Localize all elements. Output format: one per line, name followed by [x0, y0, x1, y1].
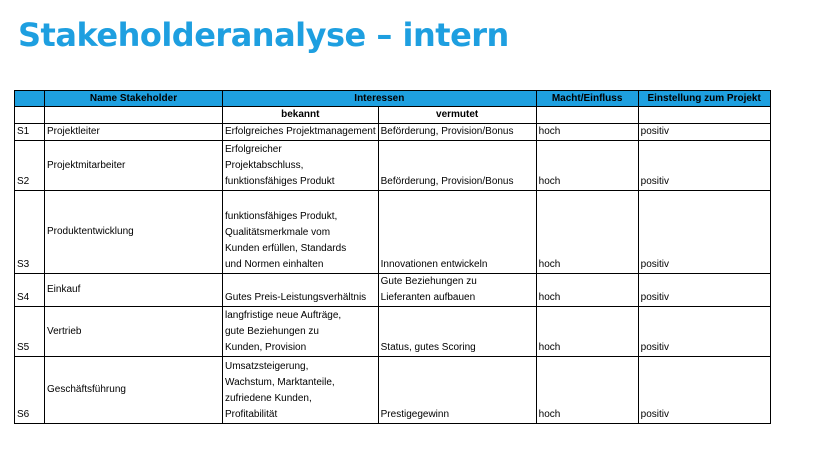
stakeholder-table: [14, 90, 771, 424]
interesse-vermutet: [378, 191, 536, 274]
stakeholder-id: S6: [15, 357, 45, 424]
stakeholder-name: Vertrieb: [45, 307, 223, 357]
einstellung: positiv: [638, 307, 770, 357]
interesse-bekannt: [223, 274, 379, 307]
interesse-vermutet-line: Beförderung, Provision/Bonus: [380, 176, 514, 187]
interesse-vermutet: [378, 357, 536, 424]
macht-einfluss: hoch: [536, 307, 638, 357]
table-subheader-row: [15, 107, 771, 124]
header-macht: Macht/Einfluss: [536, 91, 638, 107]
einstellung: positiv: [638, 191, 770, 274]
interesse-vermutet-line: Gute Beziehungen zu: [380, 276, 477, 287]
interesse-bekannt-line: funktionsfähiges Produkt: [225, 176, 335, 187]
table-row: [15, 307, 771, 357]
table-row: [15, 191, 771, 274]
interesse-bekannt-line: Erfolgreiches Projektmanagement: [225, 126, 376, 137]
interesse-bekannt-line: Umsatzsteigerung,: [225, 361, 309, 372]
interesse-bekannt-line: Qualitätsmerkmale vom: [225, 227, 331, 238]
stakeholder-name: Geschäftsführung: [45, 357, 223, 424]
page-title: Stakeholderanalyse – intern: [18, 16, 509, 54]
interesse-vermutet-line: Status, gutes Scoring: [380, 342, 476, 353]
macht-einfluss: hoch: [536, 274, 638, 307]
header-einstellung: Einstellung zum Projekt: [638, 91, 770, 107]
einstellung: positiv: [638, 274, 770, 307]
interesse-bekannt-line: Projektabschluss,: [225, 160, 304, 171]
interesse-vermutet-line: Innovationen entwickeln: [380, 259, 488, 270]
interesse-bekannt-line: langfristige neue Aufträge,: [225, 310, 342, 321]
table-row: [15, 141, 771, 191]
stakeholder-id: S5: [15, 307, 45, 357]
einstellung: positiv: [638, 124, 770, 141]
stakeholder-id: S3: [15, 191, 45, 274]
stakeholder-id: S2: [15, 141, 45, 191]
interesse-vermutet-line: Lieferanten aufbauen: [380, 292, 476, 303]
interesse-bekannt: [223, 357, 379, 424]
interesse-bekannt: [223, 191, 379, 274]
interesse-vermutet: [378, 124, 536, 141]
stakeholder-name: Projektmitarbeiter: [45, 141, 223, 191]
macht-einfluss: hoch: [536, 124, 638, 141]
interesse-bekannt-line: zufriedene Kunden,: [225, 393, 312, 404]
interesse-bekannt-line: Erfolgreicher: [225, 144, 282, 155]
header-name: Name Stakeholder: [45, 91, 223, 107]
header-id: [15, 91, 45, 107]
table-row: [15, 124, 771, 141]
stakeholder-name: Produktentwicklung: [45, 191, 223, 274]
interesse-bekannt: [223, 124, 379, 141]
interesse-bekannt: [223, 141, 379, 191]
interesse-bekannt-line: Wachstum, Marktanteile,: [225, 377, 335, 388]
interesse-bekannt-line: Profitabilität: [225, 409, 278, 420]
interesse-vermutet: [378, 274, 536, 307]
interesse-vermutet: [378, 307, 536, 357]
interesse-vermutet-line: Beförderung, Provision/Bonus: [380, 126, 514, 137]
interesse-bekannt-line: Kunden, Provision: [225, 342, 307, 353]
subheader-vermutet: vermutet: [378, 107, 536, 124]
interesse-vermutet: [378, 141, 536, 191]
stakeholder-name: Einkauf: [45, 274, 223, 307]
table-body: [15, 124, 771, 424]
table-row: [15, 274, 771, 307]
table-header-row: [15, 91, 771, 107]
macht-einfluss: hoch: [536, 357, 638, 424]
interesse-bekannt-line: Kunden erfüllen, Standards: [225, 243, 347, 254]
interesse-bekannt-line: Gutes Preis-Leistungsverhältnis: [225, 292, 367, 303]
macht-einfluss: hoch: [536, 141, 638, 191]
interesse-bekannt-line: und Normen einhalten: [225, 259, 324, 270]
interesse-vermutet-line: Prestigegewinn: [380, 409, 450, 420]
macht-einfluss: hoch: [536, 191, 638, 274]
interesse-bekannt-line: funktionsfähiges Produkt,: [225, 211, 338, 222]
subheader-bekannt: bekannt: [223, 107, 379, 124]
table-row: [15, 357, 771, 424]
interesse-bekannt: [223, 307, 379, 357]
stakeholder-id: S4: [15, 274, 45, 307]
einstellung: positiv: [638, 357, 770, 424]
stakeholder-id: S1: [15, 124, 45, 141]
stakeholder-name: Projektleiter: [45, 124, 223, 141]
header-interessen: Interessen: [223, 91, 537, 107]
einstellung: positiv: [638, 141, 770, 191]
interesse-bekannt-line: gute Beziehungen zu: [225, 326, 319, 337]
